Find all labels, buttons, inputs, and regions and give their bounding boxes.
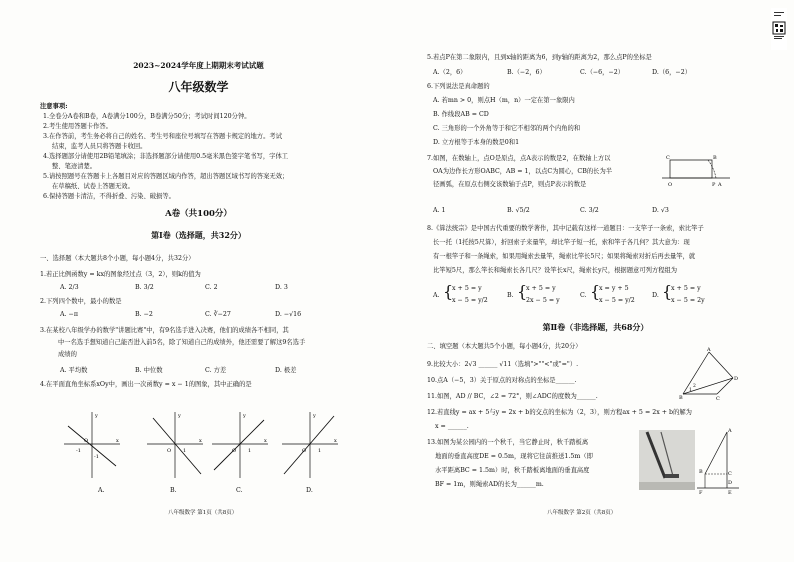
q4-graph-c — [210, 408, 270, 480]
q3-option-a: A. 平均数 — [60, 367, 88, 374]
svg-text:E: E — [728, 490, 732, 496]
svg-text:2: 2 — [693, 384, 696, 389]
right-footer: 八年级数学 第2页（共8页） — [547, 510, 617, 516]
brace-icon: { — [590, 282, 601, 301]
svg-text:1: 1 — [248, 448, 252, 454]
q11-figure — [679, 348, 737, 400]
svg-text:x: x — [116, 438, 119, 444]
svg-text:1: 1 — [689, 388, 692, 393]
svg-text:B: B — [713, 155, 717, 161]
svg-text:-1: -1 — [94, 454, 99, 460]
q13-swing-photo — [639, 430, 695, 490]
q4-label-c: C. — [236, 487, 243, 494]
q9-text: 9.比较大小：2√3 ______ √11（选填">""<"或"="）. — [427, 361, 579, 368]
note-line: 3.在作答前，考生务必将自己的姓名、考生号和座位号填写在答题卡规定的地方。考试 — [43, 133, 282, 140]
q8-option-a: A. — [433, 292, 440, 299]
svg-text:-1: -1 — [76, 448, 81, 454]
q10-text: 10.点A（−5，3）关于原点的对称点的坐标是______. — [427, 377, 577, 384]
svg-text:1: 1 — [183, 448, 187, 454]
q4-graph-a — [62, 408, 122, 480]
q6-option-a: A. 若mn > 0，则点H（m，n）一定在第一象限内 — [433, 97, 575, 104]
q6-option-c: C. 三角形的一个外角等于和它不相邻的两个内角的和 — [433, 125, 581, 132]
q7-option-c: C. 3/2 — [580, 207, 599, 214]
q8-b-eq1: x + 5 = y — [526, 285, 556, 292]
q8-c-eq1: x = y + 5 — [599, 285, 629, 292]
q3-option-c: C. 方差 — [205, 367, 227, 374]
part1-heading: 第Ⅰ卷（选择题，共32分） — [151, 230, 246, 240]
q5-option-b: B.（−2，6） — [507, 69, 546, 76]
sec1-heading: 一、选择题（本大题共8个小题，每小题4分，共32分） — [40, 255, 195, 262]
notes-heading: 注意事项: — [40, 103, 68, 110]
svg-text:C: C — [716, 396, 720, 402]
svg-text:O: O — [167, 448, 172, 454]
q5-option-d: D.（6，−2） — [652, 69, 692, 76]
svg-text:B: B — [699, 469, 703, 475]
svg-text:B: B — [679, 395, 683, 401]
q7-figure — [662, 152, 732, 190]
q5-text: 5.若点P在第二象限内，且到x轴的距离为6，到y轴的距离为2，那么点P的坐标是 — [427, 54, 652, 61]
q13-figure — [697, 428, 741, 494]
note-line: 在草稿纸、试卷上答题无效。 — [52, 183, 134, 190]
note-line: 2.考生使用答题卡作答。 — [43, 123, 112, 130]
q3-text: 中一名选手想知道自己能否进入前5名，除了知道自己的成绩外，他还需要了解这9名选手 — [58, 339, 306, 346]
q8-d-eq1: x + 5 = y — [671, 285, 701, 292]
q13-text: 13.如图为某公园内的一个秋千，当它静止时，秋千踏板离 — [427, 439, 589, 446]
right-page — [397, 0, 794, 562]
q4-label-a: A. — [98, 487, 105, 494]
q8-b-eq2: 2x − 5 = y — [526, 297, 560, 304]
note-line: 5.请按照题号在答题卡上各题目对应的答题区域内作答，超出答题区域书写的答案无效； — [43, 173, 289, 180]
q7-text: OA为边作长方形OABC，AB = 1，以点C为圆心，CB的长为半 — [433, 168, 613, 175]
svg-text:1: 1 — [318, 448, 322, 454]
svg-text:O: O — [232, 448, 237, 454]
qr-code-icon — [771, 8, 787, 50]
brace-icon: { — [443, 282, 454, 301]
q13-text: 水平距离BC = 1.5m）时，秋千踏板离地面的垂直高度 — [435, 467, 590, 474]
q8-c-eq2: x − 5 = y/2 — [599, 297, 635, 304]
note-line: 6.保持答题卡清洁，不得折叠、污染、破损等。 — [43, 193, 175, 200]
q4-label-b: B. — [170, 487, 177, 494]
q8-a-eq1: x + 5 = y — [452, 285, 482, 292]
note-line: 整、笔迹清楚。 — [52, 163, 97, 170]
svg-text:C: C — [666, 155, 670, 161]
q1-option-c: C. 2 — [205, 284, 218, 291]
q13-text: 地面的垂直高度DE = 0.5m，现将它往前推送1.5m（即 — [435, 453, 593, 460]
left-footer: 八年级数学 第1页（共8页） — [168, 510, 238, 516]
q8-d-eq2: x − 5 = 2y — [671, 297, 705, 304]
q6-text: 6.下列说法是真命题的 — [427, 83, 490, 90]
q2-option-b: B. −2 — [135, 311, 153, 318]
exam-title: 2023~2024学年度上期期末考试试题 — [133, 61, 264, 70]
q5-option-a: A.（2，6） — [433, 69, 467, 76]
q7-text: 径画弧，在原点右侧交该数轴于点P，则点P表示的数是 — [433, 181, 587, 188]
brace-icon: { — [662, 282, 673, 301]
sec2-heading: 二、填空题（本大题共5个小题，每小题4分，共20分） — [427, 343, 582, 350]
q8-text: 比竿短5尺，那么竿长和绳索长各几尺？设竿长x尺，绳索长y尺，根据题意可列方程组为 — [433, 267, 678, 274]
svg-text:O: O — [84, 438, 89, 444]
q6-option-b: B. 作线段AB = CD — [433, 111, 489, 118]
q1-option-b: B. 3/2 — [135, 284, 154, 291]
q4-label-d: D. — [306, 487, 313, 494]
q8-option-d: D. — [652, 292, 659, 299]
svg-text:O: O — [668, 182, 673, 188]
q12-text-cont: x = ______. — [435, 423, 469, 430]
section-a-heading: A卷（共100分） — [165, 209, 232, 219]
q7-option-d: D. √3 — [652, 207, 669, 214]
svg-text:A: A — [718, 182, 722, 188]
q3-option-d: D. 极差 — [275, 367, 297, 374]
q13-text: BF = 1m，则绳索AD的长为______m. — [435, 481, 544, 488]
q8-text: 8.《算法统宗》是中国古代重要的数学著作，其中记载有这样一道题目：一支竿子一条索，索比竿子 — [427, 225, 704, 232]
q6-option-d: D. 立方根等于本身的数是0和1 — [433, 139, 520, 146]
q1-text: 1.若正比例函数y = kx的图象经过点（3，2），则k的值为 — [40, 271, 201, 278]
q8-text: 有一根竿子和一条绳索，如果用绳索去量竿，绳索比竿长5尺；如果将绳索对折后再去量竿，就 — [433, 253, 696, 260]
q4-graph-b — [145, 408, 205, 480]
q1-option-a: A. 2/3 — [60, 284, 79, 291]
svg-text:D: D — [728, 480, 733, 486]
svg-text:y: y — [95, 413, 98, 419]
note-line: 4.选择题部分请使用2B铅笔填涂；非选择题部分请使用0.5毫米黑色签字笔书写，字体工 — [43, 153, 289, 160]
q8-text: 长一托（1托按5尺算），折回索子来量竿，却比竿子短一托，索和竿子各几何？其大意为：现 — [433, 239, 690, 246]
q3-text: 3.在某校八年级学办的数学"讲题比赛"中，有9名选手进入决赛，他们的成绩各不相同，其 — [40, 327, 289, 334]
svg-text:x: x — [264, 438, 267, 444]
svg-text:A: A — [728, 428, 732, 434]
brace-icon: { — [517, 282, 528, 301]
q4-graph-d — [280, 408, 340, 480]
svg-text:x: x — [334, 438, 337, 444]
q2-option-a: A. −π — [60, 311, 78, 318]
q3-option-b: B. 中位数 — [135, 367, 163, 374]
q8-option-c: C. — [580, 292, 587, 299]
q7-text: 7.如图，在数轴上，点O是原点，点A表示的数是2，在数轴上方以 — [427, 155, 611, 162]
q1-option-d: D. 3 — [275, 284, 288, 291]
svg-text:y: y — [178, 413, 181, 419]
note-line: 1.全卷分A卷和B卷，A卷满分100分，B卷满分50分；考试时间120分钟。 — [43, 113, 251, 120]
q2-option-d: D. −√16 — [275, 311, 302, 318]
svg-text:F: F — [699, 490, 703, 496]
q2-option-c: C. ∛−27 — [205, 311, 231, 318]
q7-option-a: A. 1 — [433, 207, 446, 214]
q4-text: 4.在平面直角坐标系xOy中，画出一次函数y = x − 1的图象，其中正确的是 — [40, 381, 252, 388]
svg-text:P: P — [712, 182, 716, 188]
q2-text: 2.下列四个数中，最小的数是 — [40, 298, 122, 305]
q12-text: 12.若直线y = ax + 5与y = 2x + b的交点的坐标为（2，3），则方程ax + 5 = 2x + b的解为 — [427, 409, 692, 416]
q7-option-b: B. √5/2 — [507, 207, 530, 214]
svg-text:x: x — [199, 438, 202, 444]
svg-text:y: y — [313, 413, 316, 419]
note-line: 结束，监考人员只将答题卡收回。 — [52, 143, 147, 150]
q8-option-b: B. — [507, 292, 514, 299]
svg-text:D: D — [734, 376, 739, 382]
subject-title: 八年级数学 — [168, 80, 229, 94]
svg-text:y: y — [243, 413, 246, 419]
part2-heading: 第Ⅱ卷（非选择题，共68分） — [542, 322, 649, 332]
q5-option-c: C.（−6，−2） — [580, 69, 625, 76]
q3-text: 成绩的 — [58, 351, 77, 358]
svg-text:C: C — [728, 471, 732, 477]
q8-a-eq2: x − 5 = y/2 — [452, 297, 488, 304]
svg-text:A: A — [707, 347, 711, 353]
q11-text: 11.如图，AD // BC，∠2 = 72°，则∠ADC的度数为______. — [427, 393, 598, 400]
svg-text:O: O — [302, 448, 307, 454]
